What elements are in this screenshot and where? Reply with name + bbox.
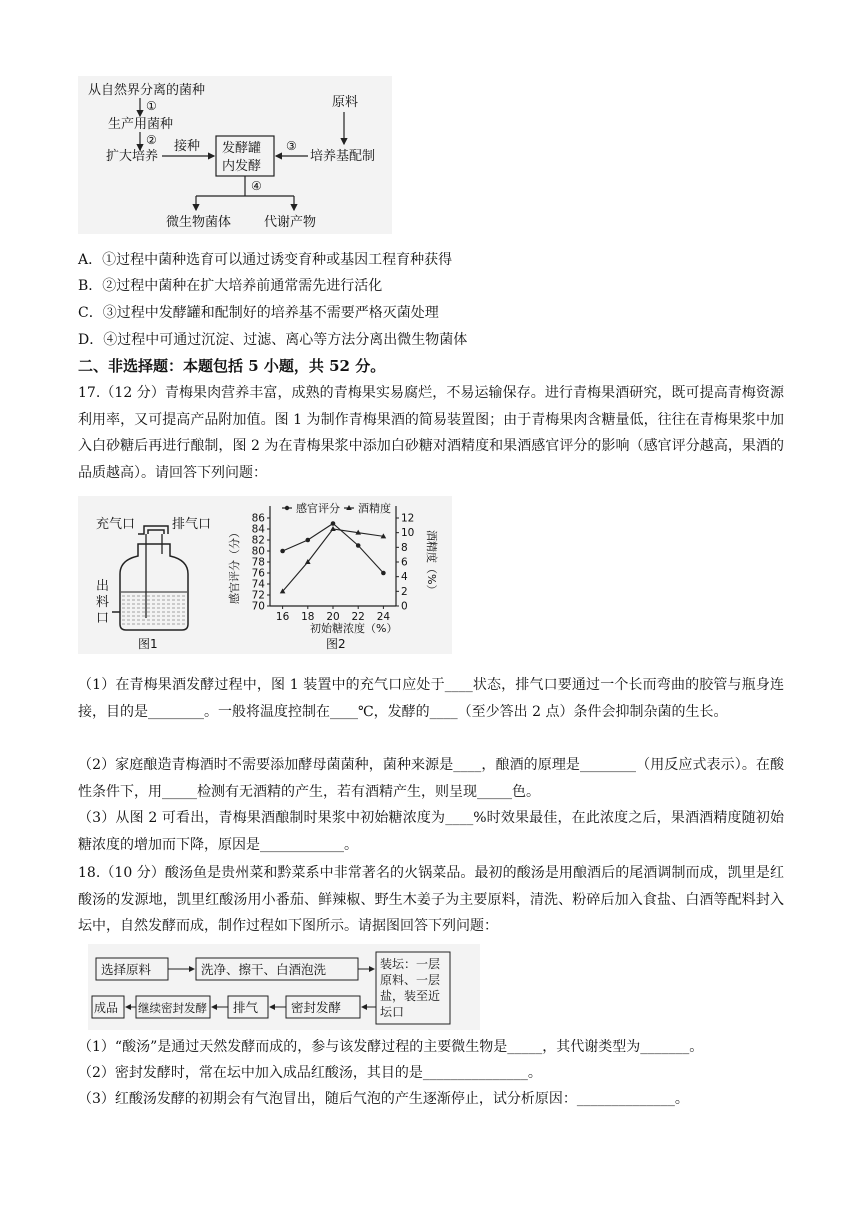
x-tick-label: 22 xyxy=(351,611,365,623)
q17-part1: （1）在青梅果酒发酵过程中，图 1 装置中的充气口应处于____状态，排气口要通过一个长而弯曲的胶管与瓶身连接，目的是________。一般将温度控制在____℃，发酵的____（至少答出 2 点）条件会抑制杂菌的生长。 xyxy=(78,677,784,720)
production-strain-label: 生产用菌种 xyxy=(108,117,174,132)
x-tick-label: 24 xyxy=(376,611,391,623)
inoculate-label: 接种 xyxy=(174,139,201,154)
step-4-mark: ④ xyxy=(251,179,262,193)
figure-1-caption: 图1 xyxy=(138,637,158,651)
y-left-tick-label: 70 xyxy=(251,600,265,613)
flow-product: 成品 xyxy=(94,1001,119,1015)
q18-flow-figure xyxy=(88,944,480,1030)
flow-jar-1: 装坛：一层 xyxy=(380,957,441,971)
tap-label-1: 出 xyxy=(96,579,110,594)
flow-jar-3: 盐，装至近 xyxy=(380,989,441,1003)
y-right-tick-label: 2 xyxy=(401,585,408,598)
flow-jar-2: 原料、一层 xyxy=(380,973,441,987)
x-axis-label: 初始糖浓度（%） xyxy=(310,622,398,635)
q18-intro: 18.（10 分）酸汤鱼是贵州菜和黔菜系中非常著名的火锅菜品。最初的酸汤是用酿酒后的尾酒调制而成，凯里是红酸汤的发源地，凯里红酸汤用小番茄、鲜辣椒、野生木姜子为主要原料，清洗、粉碎后加入食盐、白酒等配料封入坛中，自然发酵而成，制作过程如下图所示。请据图回答下列问题： xyxy=(78,865,784,934)
section-heading: 二、非选择题：本题包括 5 小题，共 52 分。 xyxy=(78,357,386,375)
y-left-tick-label: 82 xyxy=(251,534,265,547)
y-left-tick-label: 78 xyxy=(251,556,265,569)
sensory-point xyxy=(356,543,361,548)
metabolites-label: 代谢产物 xyxy=(264,215,317,230)
series-line-alcohol xyxy=(283,529,384,591)
y-right-tick-label: 12 xyxy=(401,512,415,525)
y-right-tick-label: 6 xyxy=(401,556,408,569)
sensory-point xyxy=(331,521,336,526)
flow-continue: 继续密封发酵 xyxy=(138,1001,207,1015)
exhaust-label: 排气口 xyxy=(172,517,212,532)
x-tick-label: 20 xyxy=(326,611,340,623)
y-right-label: 酒精度（%） xyxy=(425,530,438,596)
tank-label-line2: 内发酵 xyxy=(222,159,262,174)
y-right-tick-label: 8 xyxy=(401,541,408,554)
medium-prep-label: 培养基配制 xyxy=(310,149,376,164)
option-d: D．④过程中可通过沉淀、过滤、离心等方法分离出微生物菌体 xyxy=(78,332,468,348)
legend-alcohol: 酒精度 xyxy=(358,502,391,515)
flow-seal: 密封发酵 xyxy=(291,1000,342,1015)
q18-part2: （2）密封发酵时，常在坛中加入成品红酸汤，其目的是_______________。 xyxy=(78,1065,542,1081)
q18-part1: （1）“酸汤”是通过天然发酵而成的，参与该发酵过程的主要微生物是_____，其代谢类型为_______。 xyxy=(78,1039,704,1055)
flow-jar-4: 坛口 xyxy=(380,1005,405,1019)
step-1-mark: ① xyxy=(146,99,157,113)
q17-intro: 17.（12 分）青梅果肉营养丰富，成熟的青梅果实易腐烂，不易运输保存。进行青梅果酒研究，既可提高青梅资源利用率，又可提高产品附加值。图 1 为制作青梅果酒的简易装置图；由于青梅果肉含糖量低，往往在青梅果浆中加入白砂糖后再进行酿制，图 2 为在青梅果浆中添加白砂糖对酒精度和果酒感官评分的影响（感官评分越高，果酒的品质越高）。请回答下列问题： xyxy=(78,385,784,481)
q17-figures xyxy=(78,496,452,654)
y-left-tick-label: 72 xyxy=(251,589,265,602)
sensory-point xyxy=(381,571,386,576)
flow-wash: 洗净、擦干、白酒泡洗 xyxy=(201,962,327,977)
y-left-tick-label: 76 xyxy=(251,567,265,580)
q17-part3: （3）从图 2 可看出，青梅果酒酿制时果浆中初始糖浓度为____%时效果最佳，在此浓度之后，果酒酒精度随初始糖浓度的增加而下降，原因是____________。 xyxy=(78,810,784,853)
y-right-tick-label: 0 xyxy=(401,600,408,613)
raw-material-label: 原料 xyxy=(332,95,359,110)
tap-label-3: 口 xyxy=(96,611,110,626)
sensory-point xyxy=(306,538,311,543)
step-2-mark: ② xyxy=(146,133,157,147)
y-left-tick-label: 86 xyxy=(251,512,265,525)
option-b: B．②过程中菌种在扩大培养前通常需先进行活化 xyxy=(78,278,383,294)
figure-2-caption: 图2 xyxy=(326,637,346,651)
option-a: A．①过程中菌种选育可以通过诱变育种或基因工程育种获得 xyxy=(78,252,453,268)
y-right-tick-label: 4 xyxy=(401,571,408,584)
y-left-tick-label: 80 xyxy=(251,545,265,558)
y-left-tick-label: 84 xyxy=(251,523,265,536)
fermentation-process-figure xyxy=(78,76,392,234)
x-tick-label: 16 xyxy=(275,611,290,623)
legend-sensory: 感官评分 xyxy=(296,502,340,515)
y-left-tick-label: 74 xyxy=(251,578,265,591)
q18-part3: （3）红酸汤发酵的初期会有气泡冒出，随后气泡的产生逐渐停止，试分析原因：______________。 xyxy=(78,1091,689,1107)
microbial-cells-label: 微生物菌体 xyxy=(166,215,232,230)
tank-label-line1: 发酵罐 xyxy=(222,141,262,156)
option-c: C．③过程中发酵罐和配制好的培养基不需要严格灭菌处理 xyxy=(78,305,439,321)
expand-culture-label: 扩大培养 xyxy=(106,149,159,164)
q17-part2: （2）家庭酿造青梅酒时不需要添加酵母菌菌种，菌种来源是____，酿酒的原理是________（用反应式表示）。在酸性条件下，用_____检测有无酒精的产生，若有酒精产生，则呈现_____色。 xyxy=(78,757,784,800)
wild-strain-label: 从自然界分离的菌种 xyxy=(88,83,206,98)
air-inlet-label: 充气口 xyxy=(96,517,136,532)
sensory-point xyxy=(280,549,285,554)
tap-label-2: 料 xyxy=(96,595,110,610)
y-left-label: 感官评分（分） xyxy=(228,527,241,604)
step-3-mark: ③ xyxy=(286,139,297,153)
sugar-effect-chart xyxy=(227,501,439,651)
x-tick-label: 18 xyxy=(301,611,315,623)
flow-vent: 排气 xyxy=(233,1000,259,1015)
flow-select: 选择原料 xyxy=(101,962,152,977)
alcohol-point xyxy=(330,526,336,531)
y-right-tick-label: 10 xyxy=(401,527,415,540)
